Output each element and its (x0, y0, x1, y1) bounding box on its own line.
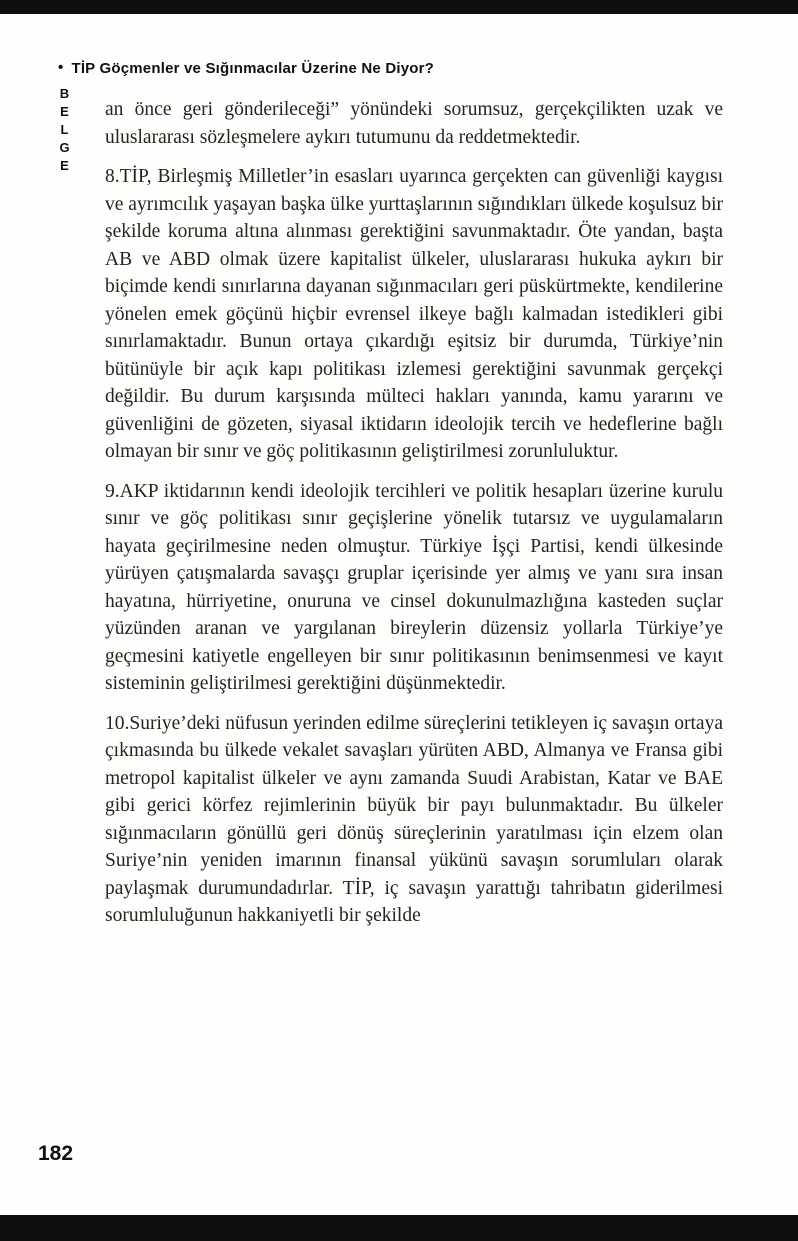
paragraph-item-8: 8.TİP, Birleşmiş Milletler’in esasları uyarınca gerçekten can güvenliği kaygısı ve ayrımcılık yaşayan başka ülke yurttaşlarının sığındıkları ülkede koşulsuz bir şekilde koruma altına alınması gerektiğini savunmaktadır. Öte yandan, başta AB ve ABD olmak üzere kapitalist ülkeler, uluslararası hukuka aykırı bir biçimde kendi sınırlarına dayanan sığınmacıları geri püskürtmekte, kendilerine yönelen emek göçünü hiçbir evrensel ilkeye bağlı kalmadan istedikleri gibi sınırlamaktadır. Bunun ortaya çıkardığı eşitsiz bir durumda, Türkiye’nin bütünüyle bir açık kapı politikası izlemesi gerektiğini savunmak gerçekçi değildir. Bu durum karşısında mülteci hakları yanında, kamu yararını ve güvenliğini de gözeten, siyasal iktidarın ideolojik tercih ve hedeflerine bağlı olmayan bir sınır ve göç politikasının geliştirilmesi zorunluluktur. (105, 166, 723, 462)
margin-label-belge: BELGE (57, 86, 72, 176)
paragraph-item-10: 10.Suriye’deki nüfusun yerinden edilme süreçlerini tetikleyen iç savaşın ortaya çıkmasında bu ülkede vekalet savaşları yürüten ABD, Almanya ve Fransa gibi metropol kapitalist ülkeler ve aynı zamanda Suudi Arabistan, Katar ve BAE gibi gerici körfez rejimlerinin büyük bir payı bulunmaktadır. Bu ülkeler sığınmacıların gönüllü geri dönüş süreçlerinin yaratılması için elzem olan Suriye’nin yeniden imarının finansal yükünü savaşın sorumluları olarak paylaşmak durumundadırlar. TİP, iç savaşın yarattığı tahribatın giderilmesi sorumluluğunun hakkaniyetli bir şekilde (105, 712, 723, 926)
header-title: TİP Göçmenler ve Sığınmacılar Üzerine Ne Diyor? (71, 60, 435, 77)
top-edge-bar (0, 0, 798, 14)
body-text (105, 96, 723, 942)
paragraph-continuation: an önce geri gönderileceği” yönündeki sorumsuz, gerçekçilikten uzak ve uluslararası sözleşmelere aykırı tutumunu da reddetmektedir. (105, 99, 723, 148)
bottom-edge-bar (0, 1215, 798, 1241)
page-number: 182 (38, 1142, 74, 1165)
header-bullet: • (58, 59, 64, 76)
paragraph-item-9: 9.AKP iktidarının kendi ideolojik tercihleri ve politik hesapları üzerine kurulu sınır ve göç politikası sınır geçişlerine yönelik tutarsız ve uygulamaların hayata geçirilmesine neden olmuştur. Türkiye İşçi Partisi, kendi ülkesinde yürüyen çatışmalarda savaşçı gruplar içerisinde yer almış ve yanı sıra insan hayatına, hürriyetine, onuruna ve cinsel dokunulmazlığına kasteden suçlar yüzünden aranan ve yargılanan bireylerin düzensiz yollarla Türkiye’ye geçmesini katiyetle engelleyen bir sınır politikasının benimsenmesi ve kayıt sisteminin geliştirilmesi gerektiğini düşünmektedir. (105, 480, 723, 694)
page-header (58, 60, 434, 77)
